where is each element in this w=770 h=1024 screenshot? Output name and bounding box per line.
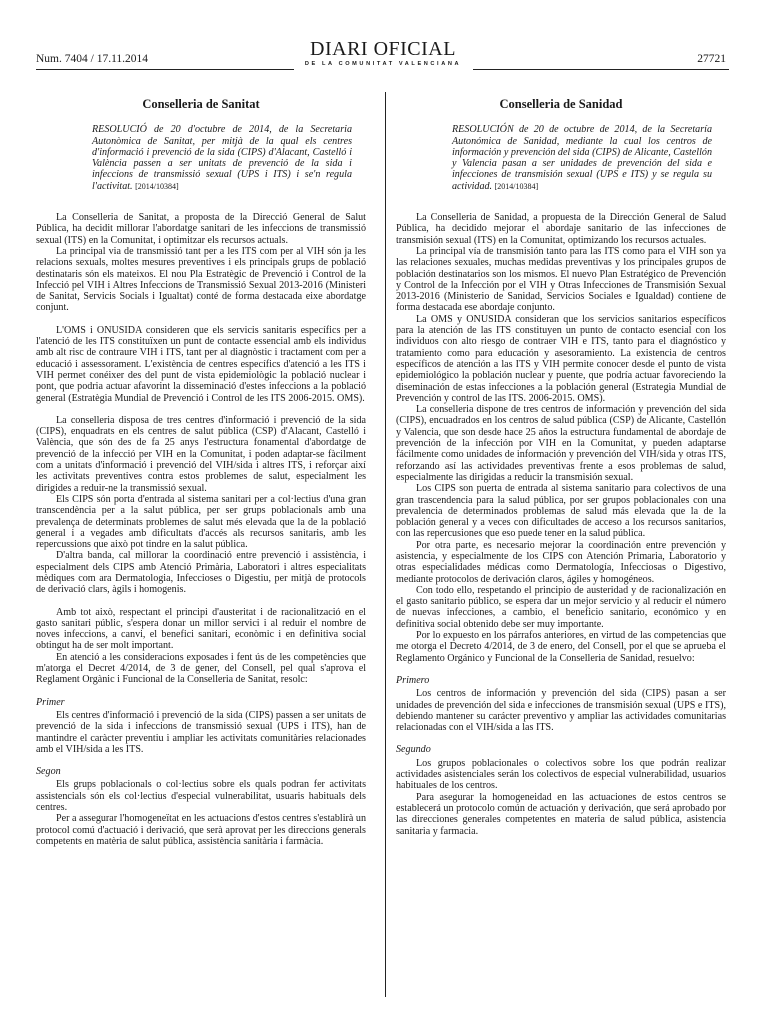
spanish-article-2-text: Los grupos poblacionales o colectivos sobre los que podrán realizar actividades asistenciales serán los colectivos de especial vulnerabilidad, usuarios habituales de los centros. bbox=[396, 757, 726, 792]
spanish-paragraph: La principal vía de transmisión tanto para las ITS como para el VIH son ya las relaciones sexuales, muchas medidas preventivas y los principales grupos de población destinatarios son los mismos. El nuevo Plan Estratégico de Prevención y Control de la Infección por el VIH y Otras Infecciones de Transmisión Sexual 2013-2016 (Ministerio de Sanidad, Servicios Sociales e Igualdad) contiene de forma destacada ese abordaje conjunto. bbox=[396, 245, 726, 314]
spanish-section-title: Conselleria de Sanidad bbox=[499, 97, 623, 111]
header-rule-left bbox=[36, 69, 294, 70]
catalan-paragraph: D'altra banda, cal millorar la coordinació entre prevenció i assistència, i especialment dels CIPS amb Atenció Primària, Laboratori i altres especialitats mèdiques com ara Dermatologia, Infeccioses o Digestiu, per mitjà de protocols de derivació clars, àgils i homogenis. bbox=[36, 550, 366, 596]
header-rule-right bbox=[473, 69, 729, 70]
spanish-article-1-text: Los centros de información y prevención del sida (CIPS) pasan a ser unidades de prevención del sida e infecciones de transmisión sexual (UPS e ITS), debiendo mantener su carácter preventivo y ampliar las actividades comunitarias relacionadas con el VIH/sida a las ITS. bbox=[396, 688, 726, 734]
spanish-article-2-text: Para asegurar la homogeneidad en las actuaciones de estos centros se establecerá un protocolo común de actuación y derivación, que será aprobado por las direcciones generales competentes en materia de salud pública, asistencia sanitaria y farmacia. bbox=[396, 791, 726, 837]
catalan-resolution-summary bbox=[36, 124, 366, 192]
spanish-column bbox=[396, 96, 726, 837]
page-number: 27721 bbox=[697, 53, 726, 65]
spanish-resolution-text: RESOLUCIÓN de 20 de octubre de 2014, de la Secretaría Autonómica de Sanidad, mediante la cual los centros de información y prevención del sida (CIPS) de Alicante, Castellón y Valencia pasan a ser unidades de prevención del sida e infecciones de transmisión sexual (UPS e ITS) y se regula su actividad. bbox=[452, 124, 712, 192]
catalan-paragraph: La conselleria disposa de tres centres d'informació i prevenció de la sida (CIPS), enquadrats en els centres de salut pública (CSP) d'Alacant, Castelló i València, que són des de fa 25 anys l'estructura fonamental d'abordatge de prevenció de la infecció per VIH en la Comunitat, i poden adaptar-se fàcilment com a unitats d'informació i prevenció del VIH/sida i altres ITS, i reforçar així les activitats preventives contra estos problemes de salut, especialment les dirigides a reduir-ne la transmissió sexual. bbox=[36, 414, 366, 494]
catalan-column bbox=[36, 96, 366, 847]
spanish-paragraph: Los CIPS son puerta de entrada al sistema sanitario para colectivos de una gran trascendencia para la salud pública, por ser grupos poblacionales con una prevalencia de determinados problemas de salud más elevada que la de la población general y a veces con dificultades de acceso a los recursos sanitarios, con las repercusiones que eso puede tener en la salud pública. bbox=[396, 483, 726, 540]
spanish-resolution-code: [2014/10384] bbox=[494, 181, 539, 191]
logo-title: DIARI OFICIAL bbox=[310, 38, 456, 60]
spanish-paragraph: La Conselleria de Sanidad, a propuesta de la Dirección General de Salud Pública, ha decidido mejorar el abordaje sanitario de las infecciones de transmisión sexual (ITS) en la Comunitat, optimizando los recursos actuales. bbox=[396, 212, 726, 246]
catalan-article-2-text: Els grups poblacionals o col·lectius sobre els quals podran fer activitats assistencials són els col·lectius d'especial vulnerabilitat, usuaris habituals dels centres. bbox=[36, 779, 366, 814]
journal-logo bbox=[293, 40, 473, 67]
catalan-paragraph: L'OMS i ONUSIDA consideren que els servicis sanitaris específics per a l'atenció de les ITS constituïxen un punt de contacte essencial amb els individus amb alt risc de contraure VIH i ITS, tant per al diagnòstic i tractament com per a educació i assessorament. L'existència de centres específics d'atenció a les ITS i VIH permet conéixer des del punt de vista epidemiològic la població nuclear i pont, que podria actuar afavorint la disseminació d'estes infeccions a la població general (Estratègia Mundial de Prevenció i Control de les ITS 2006-2015. OMS). bbox=[36, 324, 366, 404]
catalan-article-1-title: Primer bbox=[36, 696, 65, 708]
catalan-article-1-text: Els centres d'informació i prevenció de la sida (CIPS) passen a ser unitats de prevenció de la sida i infeccions de transmissió sexual (UPS i ITS), han de mantindre el caràcter preventiu i ampliar les activitats comunitàries relacionades amb el VIH/sida a les ITS. bbox=[36, 709, 366, 755]
catalan-article-2-text: Per a assegurar l'homogeneïtat en les actuacions d'estos centres s'establirà un protocol comú d'actuació i derivació, que serà aprovat per les direccions generals competents en matèria de salut pública, assistència sanitària i farmàcia. bbox=[36, 813, 366, 847]
catalan-paragraph: Amb tot això, respectant el principi d'austeritat i de racionalització en el gasto sanitari públic, s'espera donar un millor servici i al reduir el nombre de noves infeccions, a canvi, el benefici sanitari, econòmic i en definitiva social obtingut ha de ser molt important. bbox=[36, 606, 366, 652]
spanish-paragraph: Por lo expuesto en los párrafos anteriores, en virtud de las competencias que me otorga el Decreto 4/2014, de 3 de enero, del Consell, por el que se aprueba el Reglamento Orgánico y Funcional de la Conselleria de Sanidad, resuelvo: bbox=[396, 630, 726, 664]
catalan-paragraph: La principal via de transmissió tant per a les ITS com per al VIH són ja les relacions sexuals, moltes mesures preventives i els principals grups de població destinataris són els mateixos. El nou Pla Estratègic de Prevenció i Control de la Infecció pel VIH i Altres Infeccions de Transmissió Sexual 2013-2016 (Ministeri de Sanitat, Servicis Socials i Igualtat) conté de forma destacada eixe abordatge conjunt. bbox=[36, 245, 366, 314]
spanish-paragraph: Con todo ello, respetando el principio de austeridad y de racionalización en el gasto sanitario público, se espera dar un mejor servicio y al reducir el número de nuevas infecciones, a cambio, el beneficio sanitario, económico y en definitiva social obtenido debe ser muy importante. bbox=[396, 584, 726, 630]
spanish-article-2-title: Segundo bbox=[396, 744, 431, 756]
issue-number-date: Num. 7404 / 17.11.2014 bbox=[36, 53, 149, 65]
catalan-paragraph: En atenció a les consideracions exposades i fent ús de les competències que m'atorga el Decret 4/2014, de 3 de gener, del Consell, pel qual s'aprova el Reglament Orgànic i Funcional de la Conselleria de Sanitat, resolc: bbox=[36, 651, 366, 686]
catalan-paragraph: La Conselleria de Sanitat, a proposta de la Direcció General de Salut Pública, ha decidit millorar l'abordatge sanitari de les infeccions de transmissió sexual (ITS) en la Comunitat, i optimitzar els recursos actuals. bbox=[36, 212, 366, 246]
spanish-paragraph: La OMS y ONUSIDA consideran que los servicios sanitarios específicos para la atención de las ITS constituyen un punto de contacto esencial con los individuos con alto riesgo de contraer VIH e ITS, tanto para el diagnóstico y tratamiento como para educación y asesoramiento. La existencia de centros específicos de atención a las ITS y VIH permite conocer desde el punto de vista epidemiológico la población nuclear y puente, que podría actuar favoreciendo la diseminación de estas infecciones a la población general (Estrategia Mundial de Prevención y control de las ITS. 2006-2015. OMS). bbox=[396, 313, 726, 404]
catalan-resolution-text: RESOLUCIÓ de 20 d'octubre de 2014, de la Secretaria Autonòmica de Sanitat, per mitjà de la qual els centres d'informació i prevenció de la sida (CIPS) d'Alacant, Castelló i València passen a ser unitats de prevenció de la sida i infeccions de transmissió sexual (UPS i ITS) i se'n regula l'activitat. bbox=[92, 124, 352, 192]
spanish-resolution-summary bbox=[396, 124, 726, 192]
column-divider bbox=[385, 92, 386, 997]
spanish-article-1-title: Primero bbox=[396, 674, 430, 686]
catalan-paragraph: Els CIPS són porta d'entrada al sistema sanitari per a col·lectius d'una gran transcendència per a la salut pública, per ser grups poblacionals amb una prevalença de determinats problemes de salut més elevada que la de la població general i a vegades amb dificultats d'accés als recursos sanitaris, amb les repercussions que això pot tindre en la salut pública. bbox=[36, 493, 366, 551]
spanish-paragraph: La conselleria dispone de tres centros de información y prevención del sida (CIPS), encuadrados en los centros de salud pública (CSP) de Alicante, Castellón y Valencia, que son desde hace 25 años la estructura fundamental de abordaje de prevención de la infección por VIH en la Comunitat, y pueden adaptarse fácilmente como unidades de información y prevención del VIH/sida y otras ITS, reforzando así las actividades preventivas frente a esos problemas de salud, especialmente las dirigidas a reducir la transmisión sexual. bbox=[396, 404, 726, 483]
spanish-paragraph: Por otra parte, es necesario mejorar la coordinación entre prevención y asistencia, y especialmente de los CIPS con Atención Primaria, Laboratorio y otras especialidades médicas como Dermatología, Infecciosas o Digestivo, mediante protocolos de derivación claros, ágiles y homogéneos. bbox=[396, 539, 726, 585]
catalan-section-title: Conselleria de Sanitat bbox=[142, 97, 260, 111]
catalan-article-2-title: Segon bbox=[36, 766, 61, 778]
logo-subtitle: DE LA COMUNITAT VALENCIANA bbox=[304, 61, 462, 67]
catalan-resolution-code: [2014/10384] bbox=[135, 181, 179, 191]
